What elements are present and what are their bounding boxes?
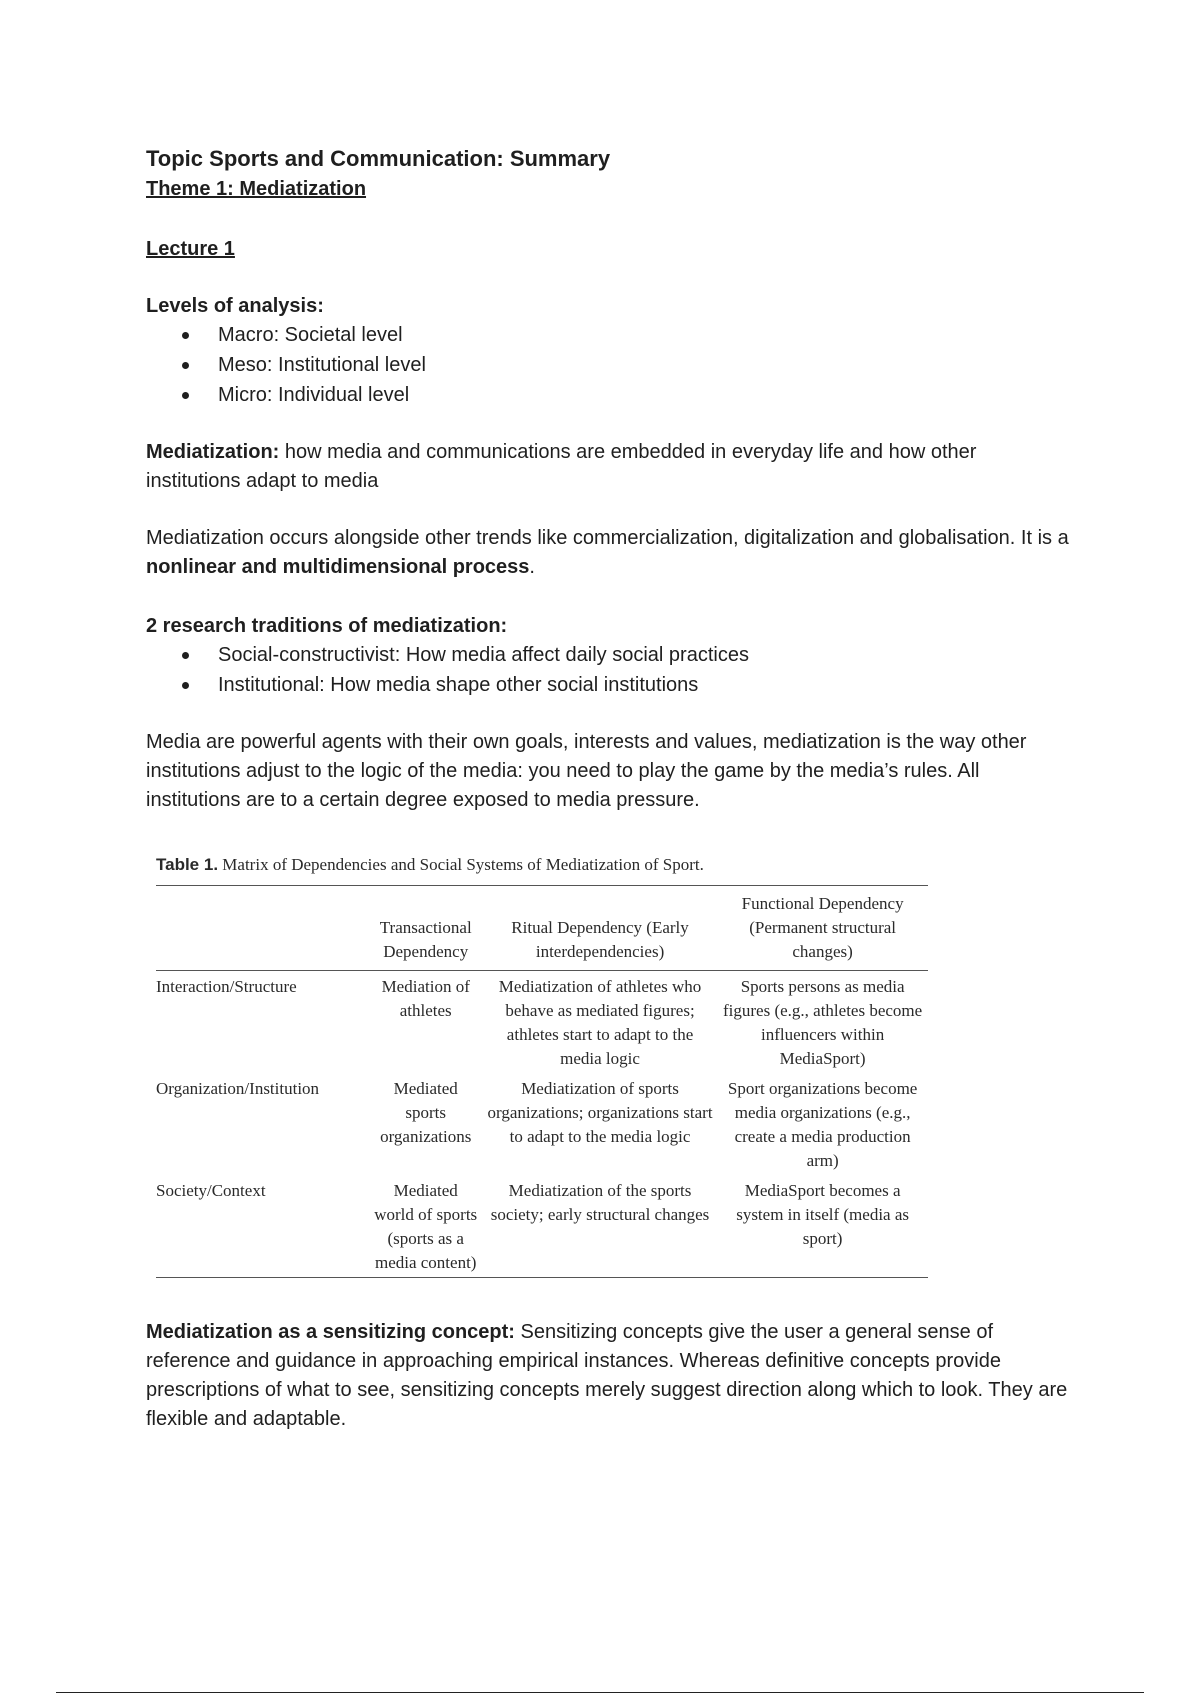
sensitizing-paragraph xyxy=(146,1318,1076,1434)
table-row xyxy=(156,1073,928,1175)
table-cell: Sport organizations become media organizations (e.g., create a media production arm) xyxy=(727,1079,918,1170)
table-row-header: Society/Context xyxy=(156,1181,266,1200)
matrix-table-figure xyxy=(156,853,928,1278)
levels-heading: Levels of analysis: xyxy=(146,295,324,317)
table-label: Table 1. xyxy=(156,855,219,874)
list-item: Institutional: How media shape other social institutions xyxy=(218,670,1076,700)
table-cell: MediaSport becomes a system in itself (media as sport) xyxy=(736,1181,910,1248)
trends-end: . xyxy=(529,556,535,578)
list-item: Meso: Institutional level xyxy=(218,350,1076,380)
trends-text: Mediatization occurs alongside other trends like commercialization, digitalization and globalisation. It is a xyxy=(146,527,1069,549)
mediatization-definition xyxy=(146,438,1076,496)
list-item: Micro: Individual level xyxy=(218,380,1076,410)
table-cell: Sports persons as media figures (e.g., athletes become influencers within MediaSport) xyxy=(723,977,923,1068)
table-header-cell: Transactional Dependency xyxy=(379,918,472,961)
levels-list xyxy=(146,320,1076,410)
trends-paragraph xyxy=(146,524,1076,582)
traditions-list xyxy=(146,640,1076,700)
table-caption xyxy=(156,853,928,877)
table-cell: Mediatization of sports organizations; organizations start to adapt to the media logic xyxy=(487,1079,713,1146)
definition-text: how media and communications are embedded in everyday life and how other institutions adapt to media xyxy=(146,441,977,492)
table-cell: Mediated sports organizations xyxy=(380,1079,472,1146)
table-cell: Mediation of athletes xyxy=(381,977,470,1020)
table-row-header: Interaction/Structure xyxy=(156,977,297,996)
sensitizing-text: Sensitizing concepts give the user a general sense of reference and guidance in approaching empirical instances. Whereas definitive concepts provide prescriptions of what to see, sensitizing concepts merely suggest direction along which to look. They are flexible and adaptable. xyxy=(146,1321,1068,1430)
document-title: Topic Sports and Communication: Summary xyxy=(146,146,611,171)
list-item: Macro: Societal level xyxy=(218,320,1076,350)
table-cell: Mediated world of sports (sports as a media content) xyxy=(374,1181,478,1272)
table-row xyxy=(156,1175,928,1278)
table-cell: Mediatization of the sports society; early structural changes xyxy=(490,1181,710,1224)
footer-divider xyxy=(56,1692,1144,1693)
table-caption-text: Matrix of Dependencies and Social Systems of Mediatization of Sport. xyxy=(218,855,704,874)
definition-term: Mediatization: xyxy=(146,441,280,463)
list-item: Social-constructivist: How media affect daily social practices xyxy=(218,640,1076,670)
table-cell: Mediatization of athletes who behave as mediated figures; athletes start to adapt to the media logic xyxy=(498,977,702,1068)
matrix-table xyxy=(156,885,928,1278)
lecture-heading: Lecture 1 xyxy=(146,238,235,260)
traditions-heading: 2 research traditions of mediatization: xyxy=(146,615,508,637)
trends-bold: nonlinear and multidimensional process xyxy=(146,556,530,578)
table-row xyxy=(156,971,928,1074)
table-header-cell: Ritual Dependency (Early interdependencies) xyxy=(511,918,689,961)
sensitizing-term: Mediatization as a sensitizing concept: xyxy=(146,1321,515,1343)
table-header-cell xyxy=(156,886,369,971)
table-row-header: Organization/Institution xyxy=(156,1079,320,1098)
document-page xyxy=(146,142,1076,1434)
media-agents-paragraph: Media are powerful agents with their own goals, interests and values, mediatization is the way other institutions adjust to the logic of the media: you need to play the game by the media’s rules. All institutions are to a certain degree exposed to media pressure. xyxy=(146,731,1027,811)
theme-heading: Theme 1: Mediatization xyxy=(146,178,367,200)
table-header-row xyxy=(156,886,928,971)
table-header-cell: Functional Dependency (Permanent structural changes) xyxy=(741,894,904,961)
